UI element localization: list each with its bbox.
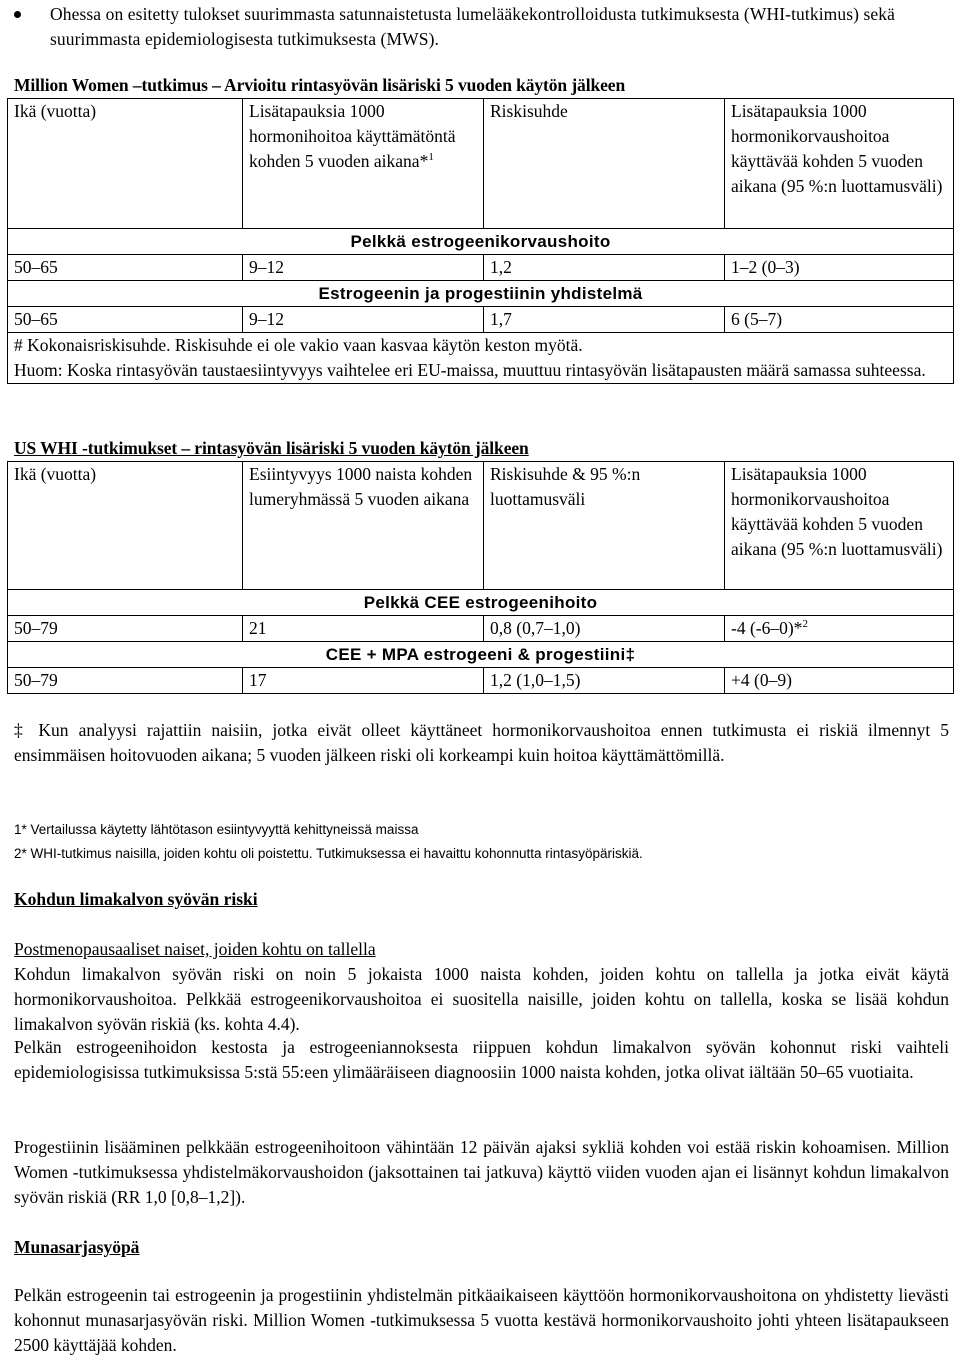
mws-row1-users: 1–2 (0–3) xyxy=(725,255,954,281)
mws-notes-row xyxy=(8,333,954,384)
endometrial-paragraph-3: Progestiinin lisääminen pelkkään estrogeenihoitoon vähintään 12 päivän ajaksi sykliä kohden voi estää riskin kohoamisen. Million Women -tutkimuksessa yhdistelmäkorvaushoidon (jaksottainen tai jatkuva) käyttö viiden vuoden ajan ei lisännyt kohdun limakalvon syövän riskiä (RR 1,0 [0,8–1,2]). xyxy=(14,1137,949,1207)
whi-row2-age: 50–79 xyxy=(8,668,243,694)
mws-row2-age: 50–65 xyxy=(8,307,243,333)
mws-row2-ratio: 1,7 xyxy=(484,307,725,333)
whi-section-row xyxy=(8,590,954,616)
endometrial-paragraph-1: Kohdun limakalvon syövän riski on noin 5 jokaista 1000 naista kohden, joiden kohtu on tallella ja jotka eivät käytä hormonikorvaushoitoa. Pelkkää estrogeenikorvaushoitoa ei suositella naisille, joiden kohtu on tallella, koska se lisää kohdun limakalvon syövän riskiä (ks. kohta 4.4). xyxy=(14,964,949,1034)
table-row xyxy=(8,255,954,281)
mws-table xyxy=(7,98,954,384)
dagger-footnote: ‡ Kun analyysi rajattiin naisiin, jotka eivät olleet käyttäneet hormonikorvaushoitoa ennen tutkimusta ei riskiä ilmennyt 5 ensimmäisen hoitovuoden aikana; 5 vuoden jälkeen riski oli korkeampi kuin hoitoa käyttämättömillä. xyxy=(14,720,949,765)
endometrial-heading: Kohdun limakalvon syövän riski xyxy=(14,889,258,909)
whi-row1-users-text: -4 (-6–0)* xyxy=(731,618,803,638)
whi-section-cee: Pelkkä CEE estrogeenihoito xyxy=(8,590,954,616)
mws-section-row xyxy=(8,229,954,255)
whi-section-row xyxy=(8,642,954,668)
whi-row1-age: 50–79 xyxy=(8,616,243,642)
table-row xyxy=(8,307,954,333)
whi-header-users: Lisätapauksia 1000 hormonikorvaushoitoa käyttävää kohden 5 vuoden aikana (95 %:n luottamusväli) xyxy=(725,462,954,590)
whi-table xyxy=(7,461,954,694)
intro-bullet xyxy=(14,2,949,52)
mws-notes xyxy=(8,333,954,384)
whi-header-row xyxy=(8,462,954,590)
whi-header-ratio: Riskisuhde & 95 %:n luottamusväli xyxy=(484,462,725,590)
mws-header-row xyxy=(8,99,954,229)
whi-section-cee-mpa: CEE + MPA estrogeeni & progestiini‡ xyxy=(8,642,954,668)
mws-table-title: Million Women –tutkimus – Arvioitu rintasyövän lisäriski 5 vuoden käytön jälkeen xyxy=(14,75,626,95)
intro-text: Ohessa on esitetty tulokset suurimmasta satunnaistetusta lumelääkekontrolloidusta tutkimuksesta (WHI-tutkimus) sekä suurimmasta epidemiologisesta tutkimuksesta (MWS). xyxy=(50,4,896,49)
endometrial-subheading: Postmenopausaaliset naiset, joiden kohtu on tallella xyxy=(14,939,376,959)
bullet-dot-icon xyxy=(14,11,21,18)
table-row xyxy=(8,616,954,642)
mws-header-ratio: Riskisuhde xyxy=(484,99,725,229)
mws-row1-nonusers: 9–12 xyxy=(243,255,484,281)
mws-header-nonusers-text: Lisätapauksia 1000 hormonihoitoa käyttämätöntä kohden 5 vuoden aikana* xyxy=(249,101,456,171)
whi-row1-incidence: 21 xyxy=(243,616,484,642)
footnote-1: 1* Vertailussa käytetty lähtötason esiintyvyyttä kehittyneissä maissa xyxy=(14,822,419,837)
mws-header-users: Lisätapauksia 1000 hormonikorvaushoitoa käyttävää kohden 5 vuoden aikana (95 %:n luottamusväli) xyxy=(725,99,954,229)
mws-row2-nonusers: 9–12 xyxy=(243,307,484,333)
ovarian-paragraph: Pelkän estrogeenin tai estrogeenin ja progestiinin yhdistelmän pitkäaikaiseen käyttöön hormonikorvaushoitona on yhdistetty lievästi kohonnut munasarjasyövän riski. Million Women -tutkimuksessa 5 vuotta kestävä hormonikorvaushoito johti yhteen lisätapaukseen 2500 käyttäjää kohden. xyxy=(14,1285,949,1355)
whi-header-age: Ikä (vuotta) xyxy=(8,462,243,590)
mws-row1-ratio: 1,2 xyxy=(484,255,725,281)
whi-row1-users xyxy=(725,616,954,642)
mws-header-age: Ikä (vuotta) xyxy=(8,99,243,229)
mws-section-estrogen: Pelkkä estrogeenikorvaushoito xyxy=(8,229,954,255)
whi-row2-incidence: 17 xyxy=(243,668,484,694)
whi-table-title: US WHI -tutkimukset – rintasyövän lisäriski 5 vuoden käytön jälkeen xyxy=(14,438,529,458)
mws-section-row xyxy=(8,281,954,307)
mws-section-combined: Estrogeenin ja progestiinin yhdistelmä xyxy=(8,281,954,307)
mws-row2-users: 6 (5–7) xyxy=(725,307,954,333)
mws-note-total: # Kokonaisriskisuhde. Riskisuhde ei ole vakio vaan kasvaa käytön keston myötä. xyxy=(14,335,583,355)
whi-header-incidence: Esiintyvyys 1000 naista kohden lumeryhmässä 5 vuoden aikana xyxy=(243,462,484,590)
mws-header-nonusers-sup: 1 xyxy=(428,151,434,164)
table-row xyxy=(8,668,954,694)
whi-row1-users-sup: 2 xyxy=(802,618,808,631)
whi-row1-ratio: 0,8 (0,7–1,0) xyxy=(484,616,725,642)
mws-header-nonusers xyxy=(243,99,484,229)
endometrial-paragraph-2: Pelkän estrogeenihoidon kestosta ja estrogeeniannoksesta riippuen kohdun limakalvon syövän kohonnut riski vaihteli epidemiologisissa tutkimuksissa 5:stä 55:een ylimääräiseen diagnoosiin 1000 naista kohden, jotka olivat iältään 50–65 vuotiaita. xyxy=(14,1037,949,1082)
footnote-2: 2* WHI-tutkimus naisilla, joiden kohtu oli poistettu. Tutkimuksessa ei havaittu kohonnutta rintasyöpäriskiä. xyxy=(14,846,643,861)
ovarian-heading: Munasarjasyöpä xyxy=(14,1237,140,1257)
whi-row2-ratio: 1,2 (1,0–1,5) xyxy=(484,668,725,694)
mws-note-eu: Huom: Koska rintasyövän taustaesiintyvyys vaihtelee eri EU-maissa, muuttuu rintasyövän lisätapausten määrä samassa suhteessa. xyxy=(14,360,926,380)
mws-row1-age: 50–65 xyxy=(8,255,243,281)
whi-row2-users: +4 (0–9) xyxy=(725,668,954,694)
